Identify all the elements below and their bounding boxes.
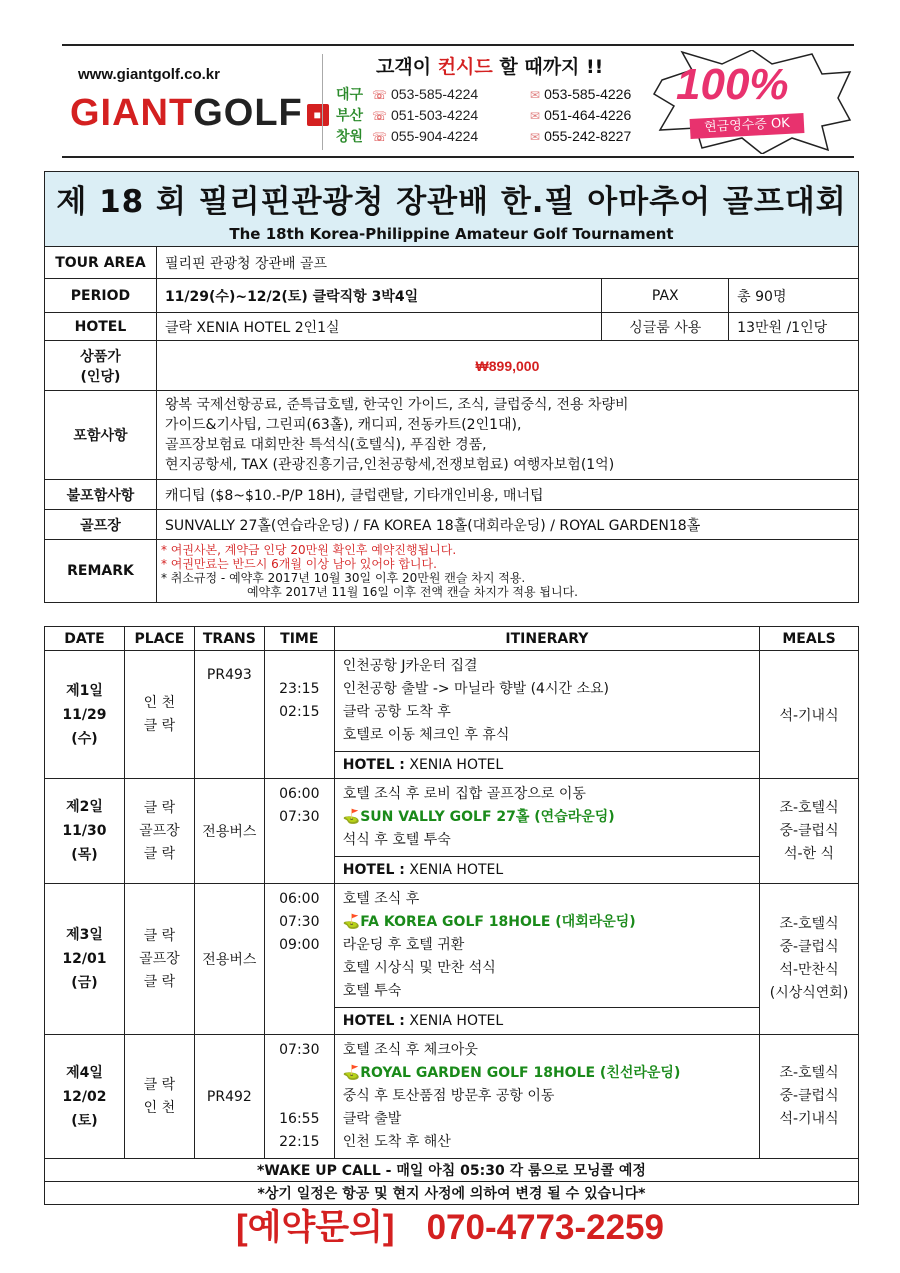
col-itinerary: ITINERARY bbox=[334, 627, 759, 651]
col-trans: TRANS bbox=[194, 627, 264, 651]
day-meals: 조-호텔식 중-클럽식 석-한 식 bbox=[760, 779, 859, 884]
badge-cash-receipt: 현금영수증 OK bbox=[690, 113, 805, 139]
period-value: 11/29(수)~12/2(토) 클락직항 3박4일 bbox=[156, 279, 601, 313]
col-place: PLACE bbox=[124, 627, 194, 651]
golf-round: SUN VALLY GOLF 27홀 (연습라운딩) bbox=[360, 809, 615, 825]
branch-row: 대구 ☏ 053-585-4224 ✉ 053-585-4226 bbox=[336, 86, 632, 102]
day-hotel: HOTEL : XENIA HOTEL bbox=[334, 1008, 759, 1035]
day-place: 클 락 인 천 bbox=[124, 1035, 194, 1159]
itinerary-day-row bbox=[45, 1035, 859, 1159]
tour-area-value: 필리핀 관광청 장관배 골프 bbox=[156, 247, 858, 279]
hotel-label: HOTEL bbox=[45, 313, 157, 341]
site-url[interactable]: www.giantgolf.co.kr bbox=[78, 66, 220, 83]
day-meals: 조-호텔식 중-클럽식 석-만찬식 (시상식연회) bbox=[760, 884, 859, 1035]
golf-course-value: SUNVALLY 27홀(연습라운딩) / FA KOREA 18홀(대회라운딩) / ROYAL GARDEN18홀 bbox=[156, 510, 858, 540]
day-trans: 전용버스 bbox=[194, 779, 264, 884]
day-date: 제4일 12/02 (토) bbox=[45, 1035, 125, 1159]
fax-icon: ✉ bbox=[530, 88, 541, 102]
header-bottom-rule bbox=[62, 156, 854, 158]
includes-list: 왕복 국제선항공료, 준특급호텔, 한국인 가이드, 조식, 클럽중식, 전용 차량비 가이드&기사팁, 그린피(63홀), 캐디피, 전동카트(2인1대), 골프장보험료 대회만찬 특석식(호텔식), 푸짐한 경품, 현지공항세, TAX (관광진흥기금,인천공항세,전쟁보험료) 여행자보험(1억) bbox=[156, 391, 858, 480]
contact-label: [예약문의] bbox=[236, 1208, 395, 1247]
day-times: 06:00 07:30 bbox=[264, 779, 334, 884]
hotel-value: 클락 XENIA HOTEL 2인1실 bbox=[156, 313, 601, 341]
price-label: 상품가 (인당) bbox=[45, 341, 157, 391]
header-divider bbox=[322, 54, 323, 150]
single-room-label: 싱글룸 사용 bbox=[602, 313, 729, 341]
pax-label: PAX bbox=[602, 279, 729, 313]
logo-mark-icon: ■ bbox=[307, 104, 329, 126]
day-meals: 석-기내식 bbox=[760, 651, 859, 779]
day-place: 인 천 클 락 bbox=[124, 651, 194, 779]
itinerary-day-row bbox=[45, 651, 859, 752]
branch-contacts bbox=[336, 84, 631, 147]
period-label: PERIOD bbox=[45, 279, 157, 313]
day-items: 인천공항 J카운터 집결 인천공항 출발 -> 마닐라 향발 (4시간 소요) 클락 공항 도착 후 호텔로 이동 체크인 후 휴식 bbox=[334, 651, 759, 752]
golf-flag-icon: ⛳ bbox=[342, 1065, 361, 1081]
fax-icon: ✉ bbox=[530, 130, 541, 144]
phone-icon: ☏ bbox=[372, 130, 388, 144]
itinerary-day-row bbox=[45, 884, 859, 1008]
day-items: 호텔 조식 후 체크아웃 ⛳ROYAL GARDEN GOLF 18HOLE (친선라운딩) 중식 후 토산품점 방문후 공항 이동 클락 출발 인천 도착 후 해산 bbox=[334, 1035, 759, 1159]
day-place: 클 락 골프장 클 락 bbox=[124, 884, 194, 1035]
phone-icon: ☏ bbox=[372, 109, 388, 123]
golf-course-label: 골프장 bbox=[45, 510, 157, 540]
includes-label: 포함사항 bbox=[45, 391, 157, 480]
col-date: DATE bbox=[45, 627, 125, 651]
day-hotel: HOTEL : XENIA HOTEL bbox=[334, 752, 759, 779]
remark-label: REMARK bbox=[45, 540, 157, 603]
golf-round: ROYAL GARDEN GOLF 18HOLE (친선라운딩) bbox=[360, 1065, 681, 1081]
day-times: 23:15 02:15 bbox=[264, 651, 334, 779]
pax-value: 총 90명 bbox=[729, 279, 859, 313]
excludes-value: 캐디팁 ($8~$10.-P/P 18H), 클럽랜탈, 기타개인비용, 매너팁 bbox=[156, 480, 858, 510]
phone-icon: ☏ bbox=[372, 88, 388, 102]
wake-up-note: *WAKE UP CALL - 매일 아침 05:30 각 룸으로 모닝콜 예정 bbox=[45, 1159, 859, 1182]
golf-flag-icon: ⛳ bbox=[342, 914, 361, 930]
day-date: 제1일 11/29 (수) bbox=[45, 651, 125, 779]
day-times: 06:00 07:30 09:00 bbox=[264, 884, 334, 1035]
day-times: 07:30 16:55 22:15 bbox=[264, 1035, 334, 1159]
single-room-price: 13만원 /1인당 bbox=[729, 313, 859, 341]
change-notice: *상기 일정은 항공 및 현지 사정에 의하여 변경 될 수 있습니다* bbox=[45, 1182, 859, 1205]
fax-icon: ✉ bbox=[530, 109, 541, 123]
tour-area-label: TOUR AREA bbox=[45, 247, 157, 279]
col-time: TIME bbox=[264, 627, 334, 651]
col-meals: MEALS bbox=[760, 627, 859, 651]
header-top-rule bbox=[62, 44, 854, 46]
tour-title: 제 18 회 필리핀관광청 장관배 한.필 아마추어 골프대회 The 18th Korea-Philippine Amateur Golf Tournament bbox=[45, 172, 859, 247]
day-items: 호텔 조식 후 로비 집합 골프장으로 이동 ⛳SUN VALLY GOLF 27홀 (연습라운딩) 석식 후 호텔 투숙 bbox=[334, 779, 759, 857]
itinerary-table bbox=[44, 626, 859, 1205]
reservation-contact bbox=[0, 1200, 900, 1250]
price-value: ₩899,000 bbox=[156, 341, 858, 391]
day-place: 클 락 골프장 클 락 bbox=[124, 779, 194, 884]
day-hotel: HOTEL : XENIA HOTEL bbox=[334, 857, 759, 884]
day-items: 호텔 조식 후 ⛳FA KOREA GOLF 18HOLE (대회라운딩) 라운딩 후 호텔 귀환 호텔 시상식 및 만찬 석식 호텔 투숙 bbox=[334, 884, 759, 1008]
day-trans: PR493 bbox=[194, 651, 264, 779]
slogan: 고객이 컨시드 할 때까지 !! bbox=[376, 56, 604, 78]
badge-percent: 100% bbox=[676, 60, 789, 109]
branch-row: 창원 ☏ 055-904-4224 ✉ 055-242-8227 bbox=[336, 128, 632, 144]
golf-flag-icon: ⛳ bbox=[342, 809, 361, 825]
day-trans: 전용버스 bbox=[194, 884, 264, 1035]
contact-phone[interactable]: 070-4773-2259 bbox=[426, 1208, 664, 1247]
giantgolf-logo: GIANTGOLF ■ bbox=[70, 92, 329, 135]
itinerary-day-row bbox=[45, 779, 859, 857]
day-trans: PR492 bbox=[194, 1035, 264, 1159]
day-date: 제2일 11/30 (목) bbox=[45, 779, 125, 884]
branch-row: 부산 ☏ 051-503-4224 ✉ 051-464-4226 bbox=[336, 107, 632, 123]
remark-list: * 여권사본, 계약금 인당 20만원 확인후 예약진행됩니다. * 여권만료는 반드시 6개월 이상 남아 있어야 합니다. * 취소규정 - 예약후 2017년 10월 30일 이후 20만원 캔슬 차지 적용. 예약후 2017년 11월 16일 이후 전액 캔슬 차지가 적용 됩니다. bbox=[156, 540, 858, 603]
day-date: 제3일 12/01 (금) bbox=[45, 884, 125, 1035]
day-meals: 조-호텔식 중-클럽식 석-기내식 bbox=[760, 1035, 859, 1159]
excludes-label: 불포함사항 bbox=[45, 480, 157, 510]
tour-info-table bbox=[44, 171, 859, 603]
golf-round: FA KOREA GOLF 18HOLE (대회라운딩) bbox=[360, 914, 636, 930]
